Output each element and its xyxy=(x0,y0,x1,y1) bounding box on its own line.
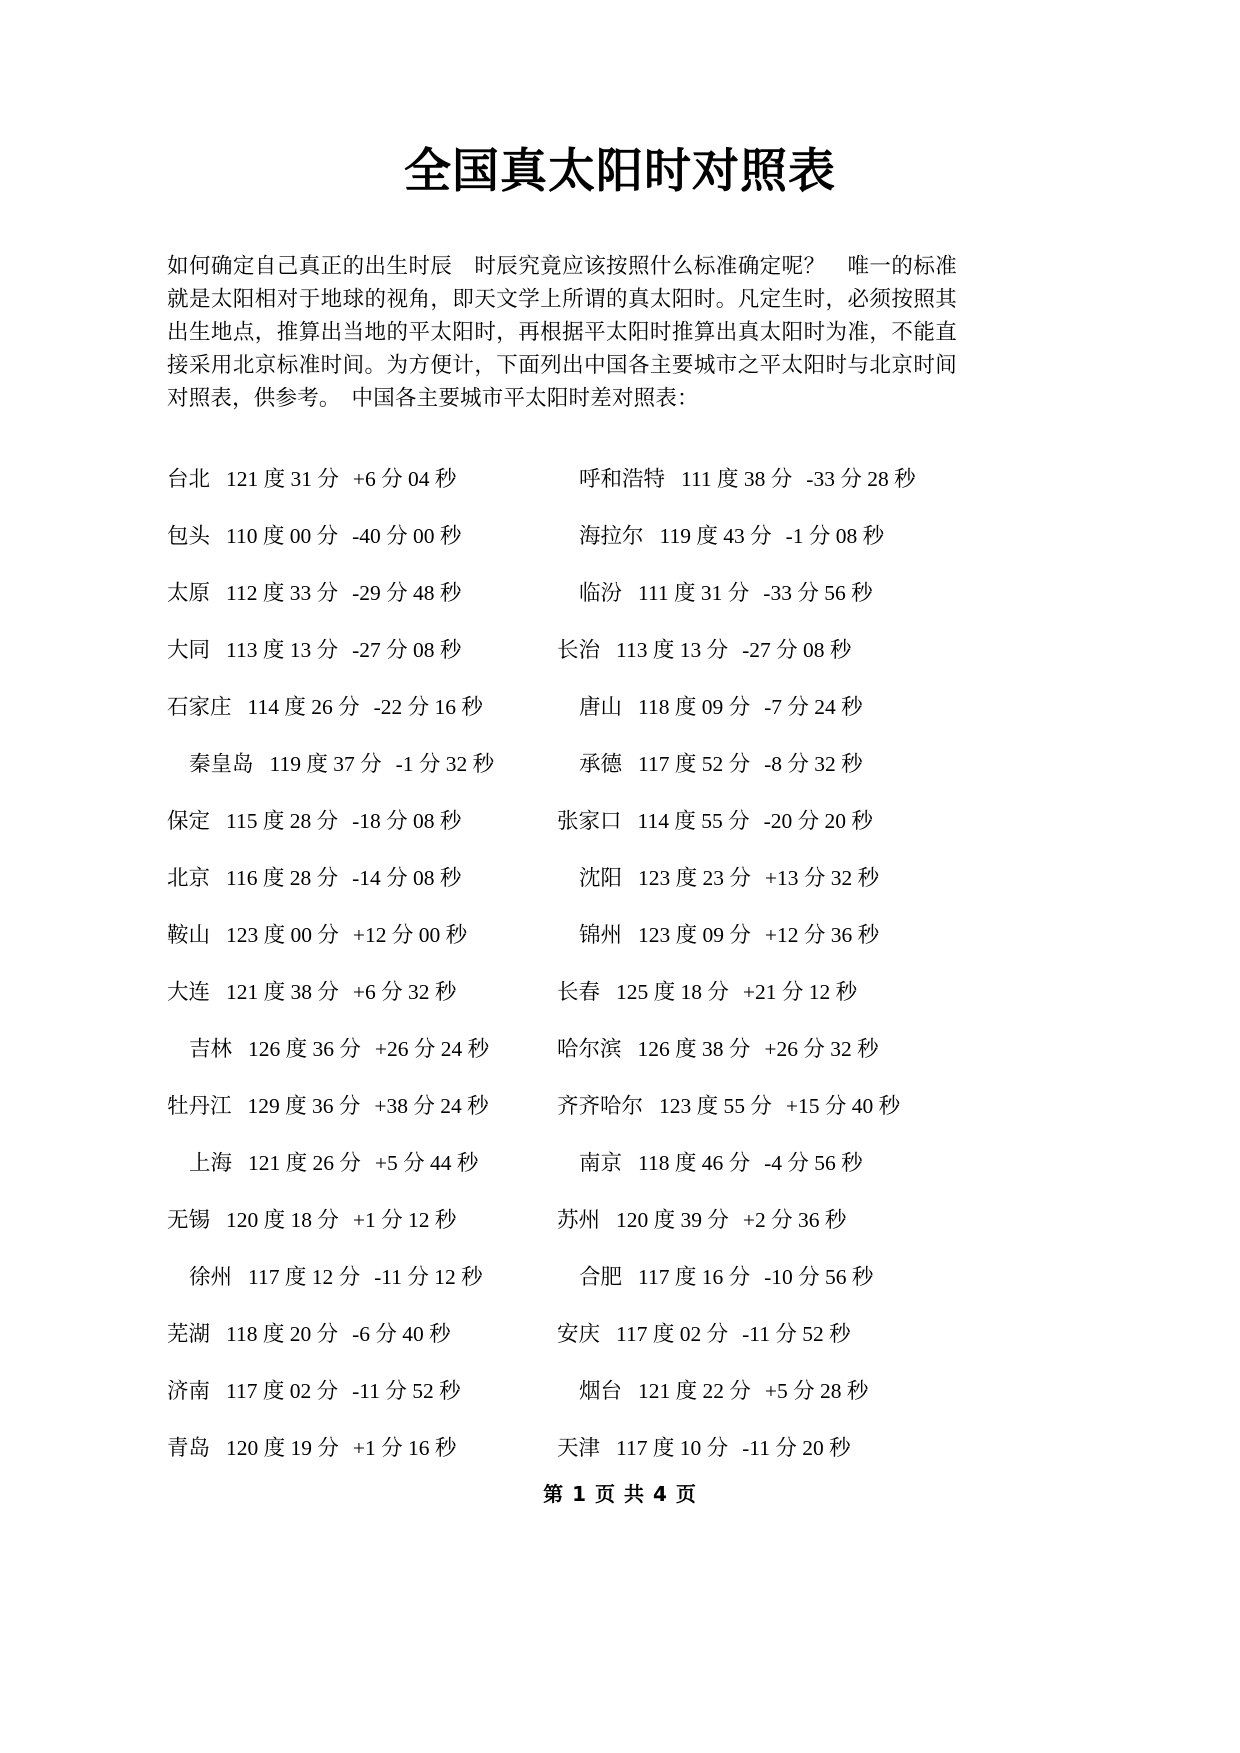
time-difference-value: +38 分 24 秒 xyxy=(374,1093,489,1118)
time-difference-value: -4 分 56 秒 xyxy=(764,1150,863,1175)
city-name: 保定 xyxy=(167,808,211,833)
time-difference-value: -11 分 52 秒 xyxy=(352,1378,461,1403)
time-difference-value: +1 分 16 秒 xyxy=(352,1435,457,1460)
time-difference-value: -27 分 08 秒 xyxy=(742,637,852,662)
time-difference-value: +12 分 36 秒 xyxy=(764,922,880,947)
time-difference-value: +5 分 28 秒 xyxy=(764,1378,869,1403)
longitude-value: 125 度 18 分 xyxy=(616,979,729,1004)
table-row xyxy=(167,563,967,620)
time-difference-value: +26 分 24 秒 xyxy=(374,1036,490,1061)
longitude-value: 120 度 19 分 xyxy=(226,1435,339,1460)
longitude-value: 111 度 31 分 xyxy=(638,580,750,605)
time-difference-value: -40 分 00 秒 xyxy=(352,523,462,548)
table-cell-left xyxy=(167,1260,557,1291)
table-cell-left xyxy=(167,1374,557,1405)
time-difference-value: -29 分 48 秒 xyxy=(352,580,462,605)
time-difference-value: -20 分 20 秒 xyxy=(763,808,873,833)
time-difference-value: -10 分 56 秒 xyxy=(764,1264,874,1289)
intro-paragraph: 如何确定自己真正的出生时辰 时辰究竟应该按照什么标准确定呢？ 唯一的标准就是太阳相对于地球的视角，即天文学上所谓的真太阳时。凡定生时，必须按照其出生地点，推算出当地的平太阳时，再根据平太阳时推算出真太阳时为准，不能直接采用北京标准时间。为方便计，下面列出中国各主要城市之平太阳时与北京时间对照表，供参考。 中国各主要城市平太阳时差对照表： xyxy=(167,253,957,410)
table-row xyxy=(167,848,967,905)
city-name: 大连 xyxy=(167,979,211,1004)
longitude-value: 121 度 26 分 xyxy=(248,1150,361,1175)
longitude-value: 111 度 38 分 xyxy=(681,466,793,491)
longitude-value: 118 度 20 分 xyxy=(226,1321,339,1346)
time-difference-value: +13 分 32 秒 xyxy=(764,865,880,890)
table-cell-right xyxy=(557,1146,957,1177)
table-row xyxy=(167,620,967,677)
longitude-value: 129 度 36 分 xyxy=(247,1093,361,1118)
city-time-table xyxy=(167,449,967,1475)
table-row xyxy=(167,1076,967,1133)
city-name: 哈尔滨 xyxy=(557,1036,622,1061)
table-cell-right xyxy=(557,1089,957,1120)
table-cell-left xyxy=(167,975,557,1006)
time-difference-value: -33 分 28 秒 xyxy=(806,466,916,491)
city-name: 北京 xyxy=(167,865,211,890)
city-name: 济南 xyxy=(167,1378,211,1403)
longitude-value: 112 度 33 分 xyxy=(226,580,339,605)
city-name: 沈阳 xyxy=(579,865,623,890)
table-row xyxy=(167,791,967,848)
time-difference-value: +6 分 32 秒 xyxy=(352,979,457,1004)
table-row xyxy=(167,905,967,962)
table-cell-right xyxy=(557,576,957,607)
table-row xyxy=(167,1019,967,1076)
table-cell-left xyxy=(167,1146,557,1177)
time-difference-value: -1 分 32 秒 xyxy=(395,751,495,776)
longitude-value: 123 度 09 分 xyxy=(638,922,751,947)
longitude-value: 116 度 28 分 xyxy=(226,865,339,890)
city-name: 吉林 xyxy=(189,1036,233,1061)
time-difference-value: +26 分 32 秒 xyxy=(764,1036,879,1061)
city-name: 承德 xyxy=(579,751,623,776)
table-row xyxy=(167,1304,967,1361)
city-name: 呼和浩特 xyxy=(579,466,666,491)
table-cell-right xyxy=(557,462,957,493)
city-name: 锦州 xyxy=(579,922,623,947)
page-footer: 第 1 页 共 4 页 xyxy=(543,1482,697,1506)
time-difference-value: -7 分 24 秒 xyxy=(764,694,863,719)
time-difference-value: +15 分 40 秒 xyxy=(785,1093,901,1118)
table-row xyxy=(167,449,967,506)
time-difference-value: +1 分 12 秒 xyxy=(352,1207,457,1232)
table-cell-right xyxy=(557,804,957,835)
table-cell-right xyxy=(557,519,957,550)
table-cell-right xyxy=(557,1431,957,1462)
city-name: 徐州 xyxy=(189,1264,233,1289)
longitude-value: 118 度 09 分 xyxy=(638,694,751,719)
table-cell-left xyxy=(167,633,557,664)
city-name: 秦皇岛 xyxy=(189,751,254,776)
longitude-value: 117 度 10 分 xyxy=(616,1435,729,1460)
city-name: 临汾 xyxy=(579,580,623,605)
city-name: 齐齐哈尔 xyxy=(557,1093,644,1118)
city-name: 海拉尔 xyxy=(579,523,644,548)
time-difference-value: -27 分 08 秒 xyxy=(352,637,462,662)
table-cell-left xyxy=(167,1089,557,1120)
city-name: 长春 xyxy=(557,979,601,1004)
city-name: 长治 xyxy=(557,637,601,662)
table-cell-left xyxy=(167,747,557,778)
longitude-value: 117 度 02 分 xyxy=(226,1378,339,1403)
longitude-value: 113 度 13 分 xyxy=(616,637,729,662)
table-cell-right xyxy=(557,1317,957,1348)
city-name: 包头 xyxy=(167,523,211,548)
city-name: 唐山 xyxy=(579,694,623,719)
table-cell-right xyxy=(557,918,957,949)
time-difference-value: -11 分 52 秒 xyxy=(742,1321,851,1346)
table-cell-right xyxy=(557,975,957,1006)
table-cell-left xyxy=(167,1431,557,1462)
longitude-value: 114 度 55 分 xyxy=(637,808,750,833)
table-cell-left xyxy=(167,804,557,835)
table-row xyxy=(167,1133,967,1190)
longitude-value: 123 度 23 分 xyxy=(638,865,751,890)
time-difference-value: +12 分 00 秒 xyxy=(352,922,468,947)
table-cell-right xyxy=(557,747,957,778)
city-name: 鞍山 xyxy=(167,922,211,947)
city-name: 南京 xyxy=(579,1150,623,1175)
time-difference-value: -18 分 08 秒 xyxy=(352,808,462,833)
city-name: 台北 xyxy=(167,466,211,491)
longitude-value: 117 度 02 分 xyxy=(616,1321,729,1346)
table-row xyxy=(167,1247,967,1304)
table-row xyxy=(167,1418,967,1475)
longitude-value: 123 度 00 分 xyxy=(226,922,339,947)
longitude-value: 119 度 37 分 xyxy=(269,751,382,776)
longitude-value: 121 度 31 分 xyxy=(226,466,339,491)
table-row xyxy=(167,734,967,791)
table-row xyxy=(167,1361,967,1418)
table-cell-left xyxy=(167,519,557,550)
table-cell-left xyxy=(167,918,557,949)
longitude-value: 114 度 26 分 xyxy=(247,694,360,719)
longitude-value: 126 度 38 分 xyxy=(637,1036,751,1061)
city-name: 牡丹江 xyxy=(167,1093,232,1118)
city-name: 烟台 xyxy=(579,1378,623,1403)
time-difference-value: +5 分 44 秒 xyxy=(374,1150,479,1175)
table-row xyxy=(167,962,967,1019)
city-name: 张家口 xyxy=(557,808,622,833)
time-difference-value: +2 分 36 秒 xyxy=(742,1207,847,1232)
time-difference-value: +6 分 04 秒 xyxy=(352,466,457,491)
city-name: 苏州 xyxy=(557,1207,601,1232)
table-cell-right xyxy=(557,861,957,892)
table-cell-left xyxy=(167,1032,557,1063)
time-difference-value: -8 分 32 秒 xyxy=(764,751,863,776)
table-cell-right xyxy=(557,1032,957,1063)
time-difference-value: -11 分 12 秒 xyxy=(374,1264,483,1289)
table-row xyxy=(167,1190,967,1247)
longitude-value: 120 度 18 分 xyxy=(226,1207,339,1232)
table-cell-right xyxy=(557,690,957,721)
longitude-value: 120 度 39 分 xyxy=(616,1207,729,1232)
table-cell-right xyxy=(557,1203,957,1234)
longitude-value: 117 度 12 分 xyxy=(248,1264,361,1289)
longitude-value: 123 度 55 分 xyxy=(659,1093,772,1118)
table-cell-left xyxy=(167,861,557,892)
time-difference-value: -14 分 08 秒 xyxy=(352,865,462,890)
city-name: 太原 xyxy=(167,580,211,605)
table-cell-right xyxy=(557,1374,957,1405)
city-name: 上海 xyxy=(189,1150,233,1175)
longitude-value: 117 度 16 分 xyxy=(638,1264,751,1289)
city-name: 芜湖 xyxy=(167,1321,211,1346)
longitude-value: 121 度 38 分 xyxy=(226,979,339,1004)
table-cell-left xyxy=(167,690,557,721)
table-cell-right xyxy=(557,1260,957,1291)
time-difference-value: -22 分 16 秒 xyxy=(373,694,483,719)
city-name: 石家庄 xyxy=(167,694,232,719)
time-difference-value: +21 分 12 秒 xyxy=(742,979,858,1004)
longitude-value: 126 度 36 分 xyxy=(248,1036,361,1061)
city-name: 天津 xyxy=(557,1435,601,1460)
table-cell-left xyxy=(167,1317,557,1348)
table-cell-left xyxy=(167,462,557,493)
time-difference-value: -1 分 08 秒 xyxy=(785,523,885,548)
time-difference-value: -11 分 20 秒 xyxy=(742,1435,851,1460)
time-difference-value: -33 分 56 秒 xyxy=(763,580,873,605)
table-row xyxy=(167,677,967,734)
city-name: 大同 xyxy=(167,637,211,662)
time-difference-value: -6 分 40 秒 xyxy=(352,1321,451,1346)
longitude-value: 119 度 43 分 xyxy=(659,523,772,548)
table-cell-right xyxy=(557,633,957,664)
city-name: 合肥 xyxy=(579,1264,623,1289)
table-cell-left xyxy=(167,1203,557,1234)
longitude-value: 115 度 28 分 xyxy=(226,808,339,833)
longitude-value: 118 度 46 分 xyxy=(638,1150,751,1175)
longitude-value: 117 度 52 分 xyxy=(638,751,751,776)
city-name: 无锡 xyxy=(167,1207,211,1232)
city-name: 青岛 xyxy=(167,1435,211,1460)
table-row xyxy=(167,506,967,563)
table-cell-left xyxy=(167,576,557,607)
longitude-value: 121 度 22 分 xyxy=(638,1378,751,1403)
longitude-value: 113 度 13 分 xyxy=(226,637,339,662)
page-title: 全国真太阳时对照表 xyxy=(404,144,836,199)
city-name: 安庆 xyxy=(557,1321,601,1346)
longitude-value: 110 度 00 分 xyxy=(226,523,339,548)
